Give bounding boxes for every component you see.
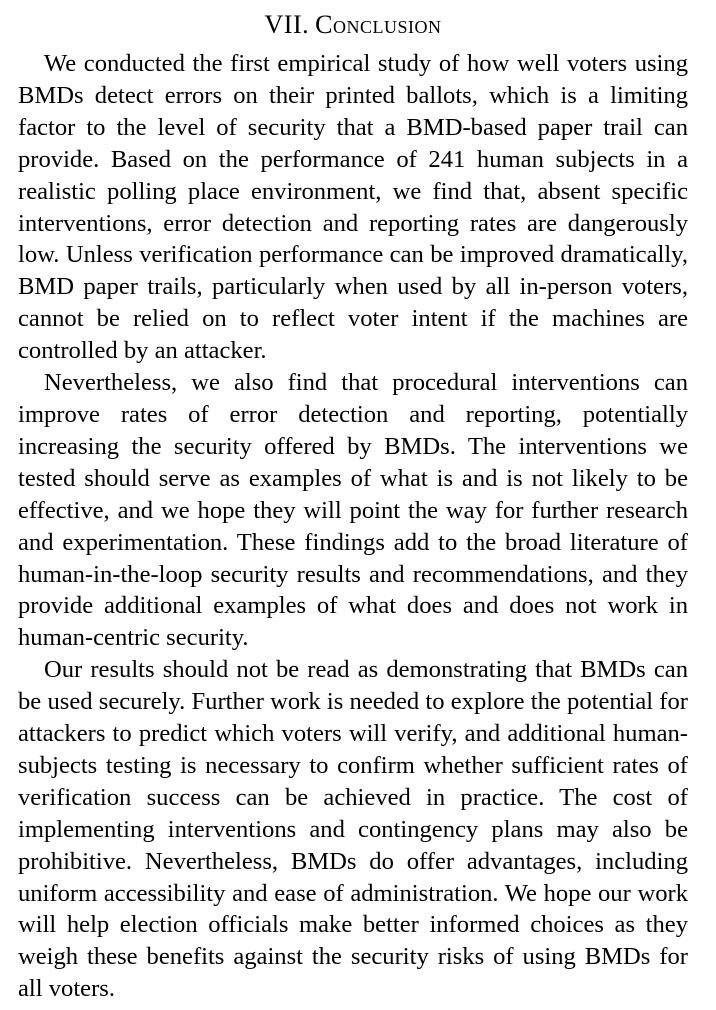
paragraph-2: Nevertheless, we also find that procedural interventions can improve rates of error detection and reporting, potentially increasing the security offered by BMDs. The interventions we tested should serve as examples of what is and is not likely to be effective, and we hope they will point the way for further research and experimentation. These findings add to the broad literature of human-in-the-loop security results and recommendations, and they provide additional examples of what does and does not work in human-centric security.	[18, 369, 688, 652]
paragraph-1: We conducted the first empirical study of how well voters using BMDs detect errors on their printed ballots, which is a limiting factor to the level of security that a BMD-based paper trail can provide. Based on the performance of 241 human subjects in a realistic polling place environment, we find that, absent specific interventions, error detection and reporting rates are dangerously low. Unless verification performance can be improved dramatically, BMD paper trails, particularly when used by all in-person voters, cannot be relied on to reflect voter intent if the machines are controlled by an attacker.	[18, 50, 688, 365]
section-heading	[18, 8, 688, 42]
section-title: Conclusion	[315, 10, 442, 39]
paragraph-3: Our results should not be read as demonstrating that BMDs can be used securely. Further work is needed to explore the potential for attackers to predict which voters will verify, and additional human-subjects testing is necessary to confirm whether sufficient rates of verification success can be achieved in practice. The cost of implementing interventions and contingency plans may also be prohibitive. Nevertheless, BMDs do offer advantages, including uniform accessibility and ease of administration. We hope our work will help election officials make better informed choices as they weigh these benefits against the security risks of using BMDs for all voters.	[18, 656, 688, 1003]
section-number: VII.	[264, 10, 310, 39]
paper-page	[18, 8, 688, 1005]
